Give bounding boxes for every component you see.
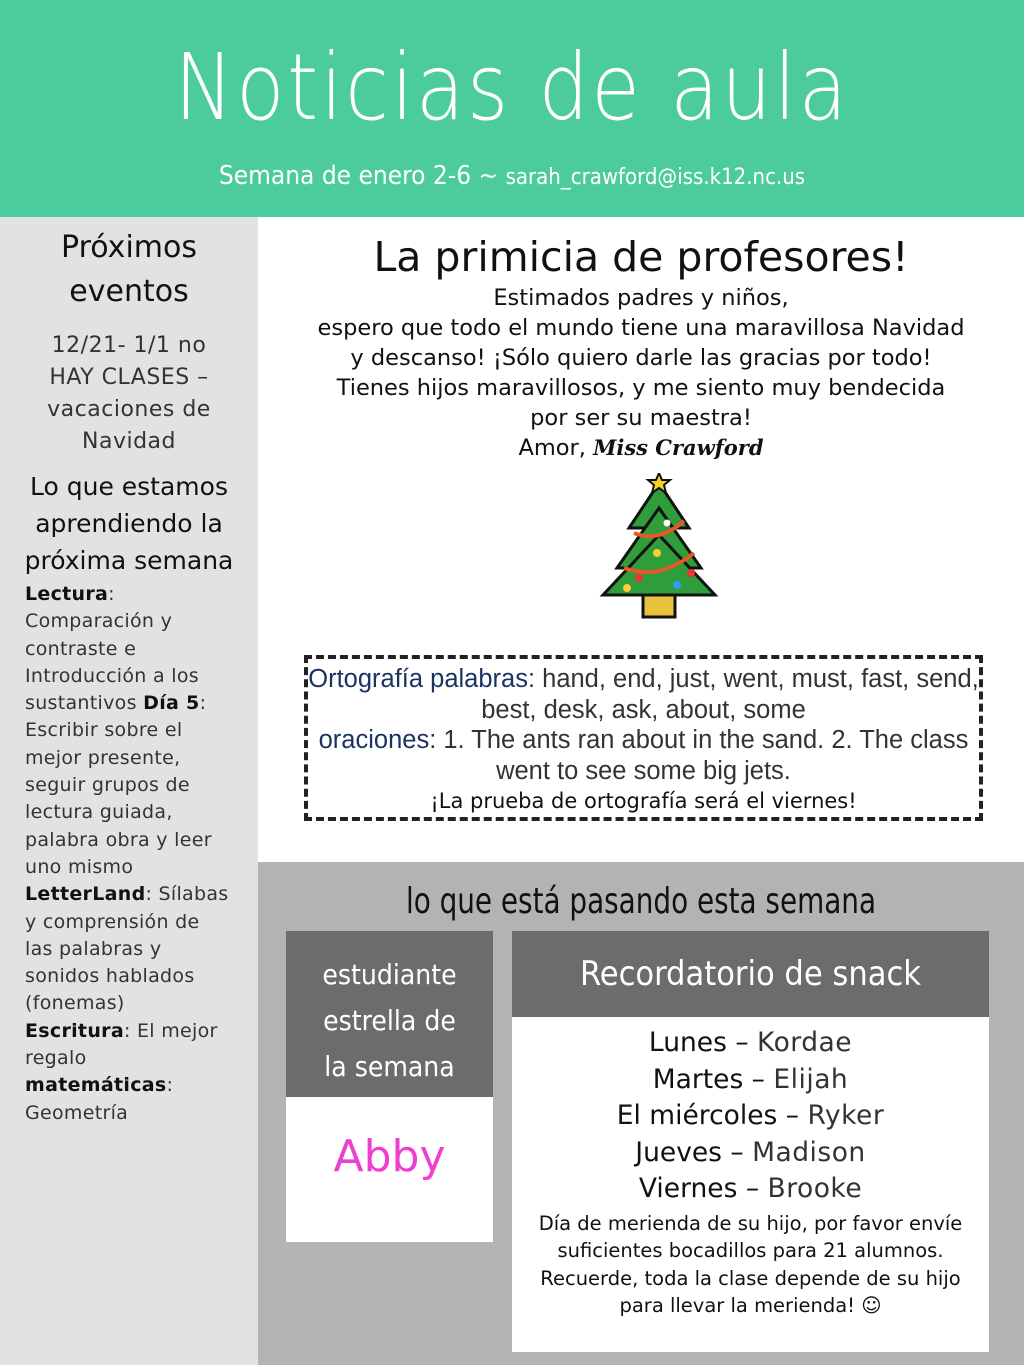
letter-line: y descanso! ¡Sólo quiero darle las gracias por todo!	[350, 345, 932, 371]
spelling-box	[304, 655, 983, 821]
snack-student: Ryker	[807, 1100, 885, 1131]
event-line: vacaciones de	[47, 397, 211, 422]
spelling-sentences: oraciones: 1. The ants ran about in the sand. 2. The class went to see some big jets.	[318, 726, 969, 785]
star-student-card	[286, 931, 493, 1242]
learning-heading: Lo que estamos aprendiendo la próxima semana	[24, 472, 234, 575]
dia5-label: Día 5	[143, 692, 200, 715]
escritura-text: El mejor regalo	[25, 1019, 218, 1070]
snack-reminder-heading: Recordatorio de snack	[512, 931, 989, 1017]
letter-closing	[258, 433, 1024, 463]
snack-student: Elijah	[773, 1063, 849, 1095]
letter-line: Tienes hijos maravillosos, y me siento muy bendecida	[336, 375, 946, 401]
snack-row: El miércoles – Ryker	[616, 1100, 885, 1131]
week-label: Semana de enero 2-6 ~	[218, 161, 499, 191]
sentences-text: 1. The ants ran about in the sand. 2. The class went to see some big jets.	[443, 726, 969, 785]
learning-list: Lectura: Comparación y contraste e Introducción a los sustantivos Día 5: Escribir sobre el mejor presente, seguir grupos de lectura guiada, palabra obra y leer uno mismo LetterLand: Sílabas y comprensión de las palabras y sonidos hablados (fonemas) Escritura: El mejor regalo matemáticas: Geometría	[25, 583, 229, 1124]
matematicas-text: Geometría	[25, 1101, 129, 1124]
upcoming-events-list	[0, 330, 258, 458]
newsletter-title: Noticias de aula	[174, 34, 850, 141]
teacher-letter	[258, 283, 1024, 463]
snack-student: Brooke	[767, 1173, 863, 1204]
snack-note: Día de merienda de su hijo, por favor envíe suficientes bocadillos para 21 alumnos. Recuerde, toda la clase depende de su hijo para llevar la merienda! ☺	[538, 1211, 963, 1317]
weekly-heading: lo que está pasando esta semana	[405, 881, 877, 922]
star-student-heading-text: estudiante estrella de la semana	[322, 958, 457, 1083]
snack-day: Martes	[652, 1063, 744, 1095]
snack-row: Viernes – Brooke	[638, 1173, 863, 1204]
snack-day: Jueves	[635, 1136, 722, 1168]
spelling-words-label: Ortografía palabras	[308, 665, 528, 693]
snack-reminder-card	[512, 931, 989, 1352]
teacher-message-title: La primicia de profesores!	[373, 233, 909, 281]
spelling-words: Ortografía palabras: hand, end, just, went, must, fast, send, best, desk, ask, about, some	[308, 665, 979, 724]
event-line: HAY CLASES –	[49, 365, 209, 390]
escritura-label: Escritura	[25, 1019, 124, 1042]
lectura-label: Lectura	[25, 583, 109, 605]
spelling-quiz-note: ¡La prueba de ortografía será el viernes!	[430, 789, 857, 813]
lectura-text: Comparación y contraste e Introducción a los sustantivos	[25, 610, 199, 715]
snack-schedule	[512, 1025, 989, 1208]
snack-row: Jueves – Madison	[635, 1136, 866, 1168]
upcoming-events-heading: Próximos eventos	[61, 230, 197, 309]
closing-word: Amor,	[518, 435, 586, 461]
snack-row: Martes – Elijah	[652, 1063, 849, 1095]
dia5-text: Escribir sobre el mejor presente, seguir grupos de lectura guiada, palabra obra y leer uno mismo	[25, 719, 212, 878]
letter-line: por ser su maestra!	[530, 405, 752, 431]
snack-student: Madison	[752, 1136, 866, 1168]
snack-day: Lunes	[648, 1027, 727, 1058]
sidebar	[0, 217, 258, 1365]
letterland-text: Sílabas y comprensión de las palabras y sonidos hablados (fonemas)	[25, 883, 229, 1015]
christmas-tree-icon	[599, 473, 719, 623]
snack-row: Lunes – Kordae	[648, 1027, 853, 1058]
snack-day: Viernes	[638, 1173, 738, 1204]
teacher-signature: Miss Crawford	[593, 435, 764, 460]
star-student-name: Abby	[333, 1131, 446, 1182]
letterland-label: LetterLand	[25, 883, 146, 906]
event-line: Navidad	[82, 429, 176, 454]
letter-line: espero que todo el mundo tiene una maravillosa Navidad	[317, 315, 965, 341]
star-student-heading	[286, 931, 493, 1097]
sentences-label: oraciones	[318, 726, 430, 754]
newsletter-subtitle	[0, 158, 1024, 196]
newsletter-header	[0, 0, 1024, 217]
teacher-email[interactable]: sarah_crawford@iss.k12.nc.us	[505, 165, 806, 190]
letter-line: Estimados padres y niños,	[493, 285, 789, 311]
matematicas-label: matemáticas	[25, 1074, 167, 1097]
event-line: 12/21- 1/1 no	[51, 333, 207, 358]
snack-student: Kordae	[757, 1027, 853, 1058]
spelling-words-list: hand, end, just, went, must, fast, send, best, desk, ask, about, some	[481, 665, 979, 724]
snack-day: El miércoles	[616, 1100, 778, 1131]
